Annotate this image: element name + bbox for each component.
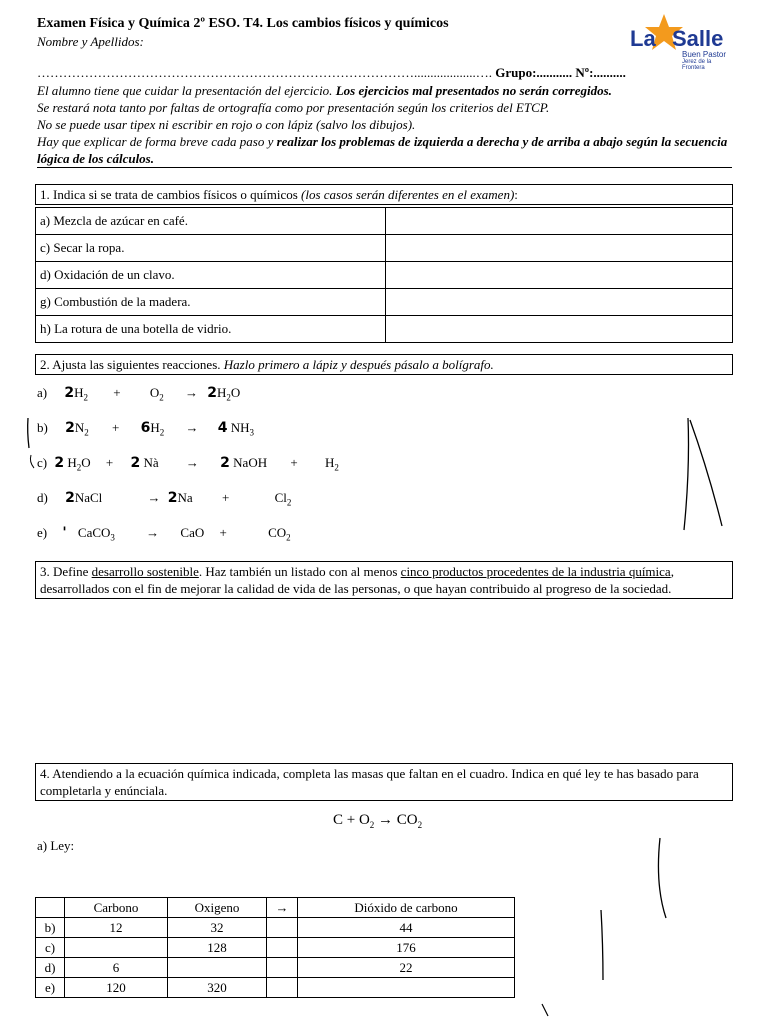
header-cell: Carbono [65, 898, 168, 918]
q2-prompt-italic: Hazlo primero a lápiz y después pásalo a bolígrafo. [223, 357, 494, 372]
arrow-cell [267, 918, 298, 938]
name-dots: ……………………………………………………………………………...................…. [37, 65, 492, 80]
eq-reactants: C + O [333, 812, 370, 828]
reaction-label: a) [37, 385, 48, 400]
formula: H [67, 455, 77, 470]
arrow-icon: → [374, 812, 397, 828]
q3-prompt [35, 561, 733, 599]
arrow-icon: → [185, 420, 199, 435]
handwritten-coef: 6 [140, 420, 151, 436]
subscript: 2 [83, 392, 88, 403]
subscript: 2 [369, 820, 375, 830]
equation [333, 812, 422, 830]
q3-term-sostenible: desarrollo sostenible [91, 564, 199, 579]
subscript: 3 [249, 427, 254, 438]
handwritten-coef: 2 [54, 455, 65, 471]
arrow-icon: → [267, 898, 298, 918]
reaction-label: c) [37, 455, 48, 470]
header-cell: Dióxido de carbono [298, 898, 515, 918]
plus-sign: + [105, 455, 114, 470]
formula: CaO [180, 525, 205, 540]
handwritten-coef: ' [62, 525, 67, 541]
subscript: 2 [417, 820, 423, 830]
subscript: 2 [84, 427, 89, 438]
reaction-label: d) [37, 490, 48, 505]
q1-case: d) Oxidación de un clavo. [36, 262, 386, 289]
formula: Cl [274, 490, 287, 505]
header-cell [36, 898, 65, 918]
q1-case: h) La rotura de una botella de vidrio. [36, 316, 386, 343]
logo-location: Jerez de la Frontera [682, 59, 712, 71]
formula: O [81, 455, 91, 470]
handwritten-coef: 2 [220, 455, 230, 471]
plus-sign: + [221, 490, 230, 505]
formula: H [74, 385, 84, 400]
q3-text1: . Haz también un listado con al menos [198, 564, 401, 579]
mass-cell[interactable]: 6 [65, 958, 168, 978]
formula: Nà [143, 455, 159, 470]
formula: CaCO [77, 525, 111, 540]
mass-cell[interactable] [298, 978, 515, 998]
formula: NaOH [233, 455, 268, 470]
mass-cell[interactable] [168, 958, 267, 978]
subscript: 2 [159, 427, 165, 438]
instr-line1: El alumno tiene que cuidar la presentación del ejercicio. [37, 83, 336, 98]
mass-table [35, 897, 515, 998]
header-cell: Oxigeno [168, 898, 267, 918]
arrow-cell [267, 958, 298, 978]
formula: O [149, 385, 160, 400]
mass-cell[interactable]: 32 [168, 918, 267, 938]
q1-prompt-italic: (los casos serán diferentes en el examen) [301, 187, 515, 202]
subscript: 2 [76, 462, 82, 473]
q1-prompt-end: : [514, 187, 518, 202]
formula: NH [230, 420, 250, 435]
arrow-icon: → [185, 455, 199, 470]
q2-prompt-text: 2. Ajusta las siguientes reacciones. [40, 357, 224, 372]
mass-cell[interactable] [65, 938, 168, 958]
handwritten-coef: 4 [217, 420, 228, 436]
reaction-label: b) [37, 420, 48, 435]
plus-sign: + [111, 420, 120, 435]
mass-cell[interactable]: 176 [298, 938, 515, 958]
handwritten-coef: 2 [64, 385, 75, 401]
mass-cell[interactable]: 128 [168, 938, 267, 958]
logo-la: La [630, 26, 656, 51]
row-label: e) [36, 978, 65, 998]
handwritten-coef: 2 [130, 455, 141, 471]
formula: H [216, 385, 227, 400]
mass-cell[interactable]: 120 [65, 978, 168, 998]
q1-case: g) Combustión de la madera. [36, 289, 386, 316]
row-label: c) [36, 938, 65, 958]
table-row [36, 938, 515, 958]
eq-product: CO [396, 812, 418, 828]
formula: O [230, 385, 241, 400]
row-label: d) [36, 958, 65, 978]
q4-prompt: 4. Atendiendo a la ecuación química indicada, completa las masas que faltan en el cuadro. Indica en qué ley te has basado para completarla y enúnciala. [35, 763, 733, 801]
handwritten-coef: 2 [65, 490, 75, 506]
instr-line3: No se puede usar tipex ni escribir en rojo o con lápiz (salvo los dibujos). [37, 117, 416, 132]
plus-sign: + [113, 385, 121, 400]
q1-case: a) Mezcla de azúcar en café. [36, 208, 386, 235]
mass-cell[interactable]: 44 [298, 918, 515, 938]
exam-title: Examen Física y Química 2º ESO. T4. Los cambios físicos y químicos [37, 16, 449, 31]
arrow-icon: → [146, 525, 160, 540]
instr-line4: Hay que explicar de forma breve cada paso y [37, 134, 277, 149]
logo-salle: Salle [672, 26, 724, 51]
q1-prompt-text: 1. Indica si se trata de cambios físicos o químicos [40, 187, 302, 202]
instr-line2: Se restará nota tanto por faltas de ortografía como por presentación según los criterios del ETCP. [37, 100, 550, 115]
formula: N [74, 420, 85, 435]
instr-line4-bold: realizar los problemas de izquierda a derecha y de arriba a abajo según la secuencia lógica de los cálculos. [37, 134, 728, 166]
table-row [36, 978, 515, 998]
arrow-icon: → [147, 490, 161, 505]
name-label: Nombre y Apellidos: [37, 34, 144, 49]
handwritten-coef: 2 [167, 490, 178, 506]
row-label: b) [36, 918, 65, 938]
plus-sign: + [290, 455, 298, 470]
formula: CO [268, 525, 287, 540]
handwritten-coef: 2 [207, 385, 217, 401]
subscript: 3 [110, 532, 115, 543]
formula: NaCl [74, 490, 103, 505]
logo-subtitle: Buen Pastor [682, 50, 727, 59]
table-row [36, 958, 515, 978]
subscript: 2 [286, 497, 292, 508]
formula: H [150, 420, 160, 435]
arrow-cell [267, 938, 298, 958]
subscript: 2 [286, 532, 291, 543]
table-header-row [36, 898, 515, 918]
q3-term-productos: cinco productos procedentes de la industria química [400, 564, 671, 579]
q1-case: c) Secar la ropa. [36, 235, 386, 262]
arrow-icon: → [184, 385, 198, 400]
plus-sign: + [219, 525, 227, 540]
ley-label: a) Ley: [37, 838, 75, 853]
subscript: 2 [159, 392, 164, 403]
grupo-field: Grupo:........... [495, 65, 573, 80]
instr-line1-bold: Los ejercicios mal presentados no serán corregidos. [335, 83, 612, 98]
numero-field: Nº:.......... [575, 65, 626, 80]
subscript: 2 [226, 392, 231, 403]
reaction-label: e) [37, 525, 48, 540]
arrow-cell [267, 978, 298, 998]
formula: Na [177, 490, 193, 505]
formula: H [324, 455, 335, 470]
q3-text2: , desarrollados con el fin de mejorar la calidad de vida de las personas, o que hayan contribuido al progreso de la sociedad. [40, 564, 674, 596]
mass-cell[interactable]: 320 [168, 978, 267, 998]
handwritten-coef: 2 [65, 420, 75, 436]
mass-cell[interactable]: 22 [298, 958, 515, 978]
q3-number: 3. Define [40, 564, 92, 579]
subscript: 2 [334, 462, 339, 473]
mass-cell[interactable]: 12 [65, 918, 168, 938]
table-row [36, 918, 515, 938]
